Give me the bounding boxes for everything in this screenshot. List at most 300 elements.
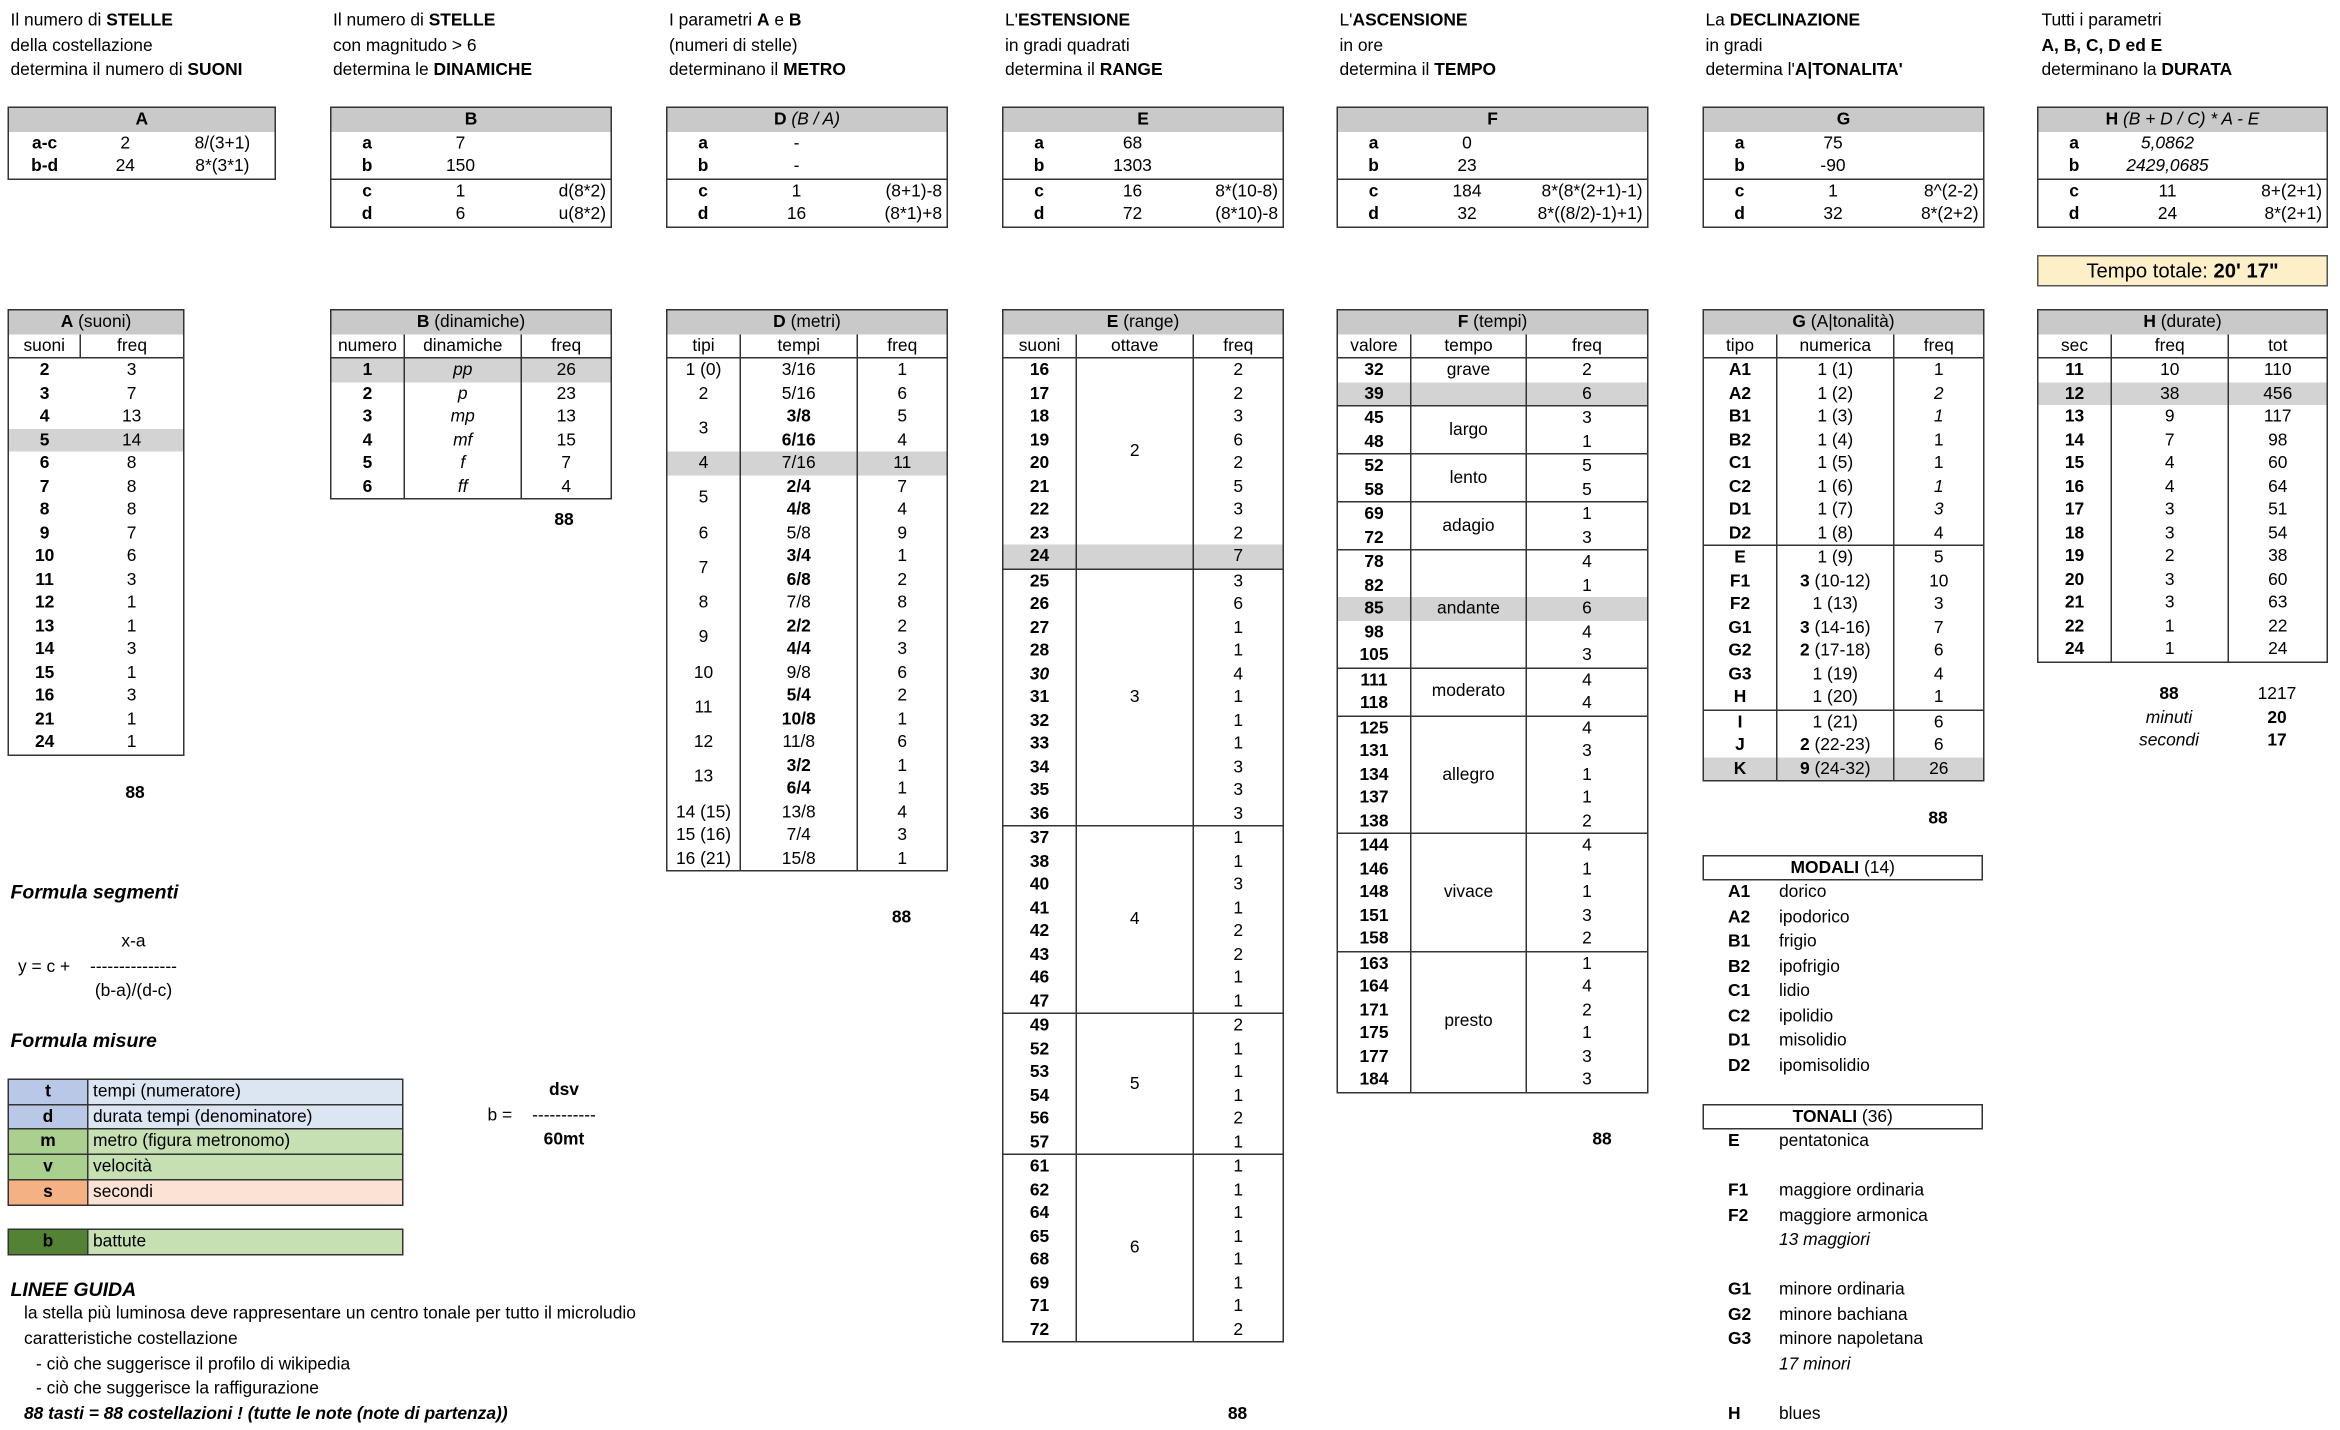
modale-code: B1 xyxy=(1728,931,1751,951)
tempi-valore: 111 xyxy=(1337,668,1411,692)
param-table-a xyxy=(8,107,277,180)
param-row xyxy=(2038,179,2328,203)
metri-tempi: 10/8 xyxy=(740,707,857,730)
range-suoni: 23 xyxy=(1029,522,1050,543)
suoni-value: 13 xyxy=(34,615,55,636)
secondi-label: secondi xyxy=(2139,730,2199,750)
tonalita-numerica: 1 (8) xyxy=(1777,521,1894,545)
tempi-freq: 2 xyxy=(1526,927,1648,951)
tonalita-num: 1 xyxy=(1817,360,1828,380)
tempi-nome: presto xyxy=(1411,951,1527,1092)
column-header-text: I parametri A e B (numeri di stelle) determinano il METRO xyxy=(669,10,846,80)
tonalita-numerica: 2 (22-23) xyxy=(1777,734,1894,757)
param-value: 24 xyxy=(2157,204,2178,224)
param-value: 7 xyxy=(455,132,466,153)
tonalita-tipo: J xyxy=(1735,735,1745,755)
modale-code: C2 xyxy=(1728,1005,1751,1026)
param-title-letter: H xyxy=(2105,109,2119,129)
range-row xyxy=(1003,545,1284,569)
metri-tempi: 2/4 xyxy=(740,475,857,498)
suoni-freq: 1 xyxy=(126,592,137,612)
suoni-freq: 1 xyxy=(126,615,137,636)
param-formula: 8^(2-2) xyxy=(1891,179,1984,203)
tempi-freq: 4 xyxy=(1526,692,1648,716)
range-suoni: 33 xyxy=(1029,733,1050,753)
tonalita-num: 2 xyxy=(1799,735,1810,755)
dinamiche-simbolo: mf xyxy=(404,428,521,451)
formula-misure-num: dsv xyxy=(549,1080,579,1100)
table-title-letter: H xyxy=(2143,312,2156,332)
tonalita-numerica: 1 (13) xyxy=(1777,593,1894,616)
metri-tempi: 11/8 xyxy=(740,731,857,754)
durate-freq: 4 xyxy=(2111,475,2228,498)
param-value: 11 xyxy=(2110,179,2226,203)
range-freq: 2 xyxy=(1193,358,1283,382)
dinamiche-numero: 1 xyxy=(331,358,405,382)
range-freq: 1 xyxy=(1193,1084,1283,1107)
tonalita-num: 1 xyxy=(1817,383,1828,403)
tempi-nome xyxy=(1411,620,1527,667)
tempi-valore: 163 xyxy=(1337,951,1411,975)
linee-guida-line-3: - ciò che suggerisce il profilo di wikipedia xyxy=(36,1354,351,1374)
durate-sec: 16 xyxy=(2064,476,2085,496)
param-key: a-c xyxy=(32,132,58,153)
param-row xyxy=(331,179,612,203)
tonalita-row xyxy=(1703,734,1984,757)
metri-freq: 11 xyxy=(857,452,947,475)
tempi-valore: 85 xyxy=(1337,597,1411,620)
param-row xyxy=(1003,203,1284,227)
durate-freq: 3 xyxy=(2111,568,2228,591)
param-row xyxy=(1337,179,1648,203)
table-title-row xyxy=(1703,310,1984,334)
tempi-valore: 148 xyxy=(1359,882,1389,902)
range-freq: 1 xyxy=(1193,966,1283,989)
table-title-letter: B xyxy=(416,312,430,332)
tonalita-freq: 7 xyxy=(1894,616,1984,639)
tempi-valore: 98 xyxy=(1364,621,1384,642)
range-freq: 1 xyxy=(1193,639,1283,662)
dinamiche-row xyxy=(331,382,612,405)
param-value: 32 xyxy=(1457,204,1477,224)
table-title xyxy=(1337,310,1648,334)
legend-row-m xyxy=(8,1128,404,1154)
tempi-freq: 4 xyxy=(1526,550,1648,574)
param-formula: (8*1)+8 xyxy=(884,204,943,224)
tonalita-row xyxy=(1703,710,1984,734)
suoni-row xyxy=(8,475,184,498)
formula-misure-title: Formula misure xyxy=(10,1029,157,1052)
metri-tempi: 6/4 xyxy=(740,777,857,800)
linee-guida-last: 88 tasti = 88 costellazioni ! (tutte le note (note di partenza)) xyxy=(24,1404,508,1424)
suoni-freq: 3 xyxy=(126,685,137,705)
linee-guida-title: LINEE GUIDA xyxy=(10,1278,137,1301)
suoni-row xyxy=(8,731,184,755)
suoni-value: 5 xyxy=(8,428,80,451)
table-tempi xyxy=(1337,309,1649,1093)
metri-tempi: 2/2 xyxy=(740,614,857,637)
tonale-name: minore napoletana xyxy=(1779,1329,1924,1349)
param-formula xyxy=(854,131,947,154)
suoni-row xyxy=(8,452,184,475)
metri-tipo: 10 xyxy=(693,662,714,682)
param-row xyxy=(667,203,948,227)
tonalita-row xyxy=(1703,686,1984,710)
tonalita-num: 1 xyxy=(1812,711,1823,732)
table-title-letter: D xyxy=(773,312,786,332)
tonalita-row xyxy=(1703,662,1984,685)
metri-freq: 6 xyxy=(857,661,947,684)
param-row xyxy=(1337,203,1648,227)
modali-header: MODALI (14) xyxy=(1703,855,1984,881)
tempi-freq: 1 xyxy=(1526,763,1648,786)
tempi-valore: 39 xyxy=(1337,382,1411,406)
metri-tipo: 11 xyxy=(694,697,713,717)
range-freq: 1 xyxy=(1193,1178,1283,1201)
tonalita-num: 1 xyxy=(1817,499,1828,519)
dinamiche-numero: 4 xyxy=(362,429,373,450)
param-title xyxy=(1337,107,1648,131)
tempi-valore: 58 xyxy=(1364,479,1384,499)
range-suoni: 21 xyxy=(1029,476,1050,496)
durate-sec: 24 xyxy=(2064,639,2085,659)
metri-tipo: 7 xyxy=(698,557,709,578)
metri-row xyxy=(667,824,948,847)
range-suoni: 68 xyxy=(1029,1249,1050,1269)
range-suoni: 46 xyxy=(1029,967,1050,987)
metri-freq: 1 xyxy=(857,754,947,777)
legend-desc: velocità xyxy=(88,1154,403,1179)
tonalita-numerica: 1 (2) xyxy=(1777,382,1894,405)
metri-tipo: 4 xyxy=(667,452,741,475)
tempi-valore: 134 xyxy=(1359,764,1389,784)
param-value: 23 xyxy=(1457,156,1477,176)
durate-freq: 1 xyxy=(2111,614,2228,637)
tempi-nome xyxy=(1411,382,1527,406)
param-value: 1 xyxy=(1775,179,1891,203)
param-value: 24 xyxy=(115,156,135,176)
metri-tipo: 2 xyxy=(698,383,709,403)
metri-tipo: 15 (16) xyxy=(675,825,732,845)
legend-desc: secondi xyxy=(88,1180,403,1205)
param-formula: (8+1)-8 xyxy=(854,179,947,203)
tonalita-freq: 1 xyxy=(1894,452,1984,475)
modale-code: D1 xyxy=(1728,1030,1751,1050)
suoni-freq: 6 xyxy=(126,546,137,566)
tempi-freq: 3 xyxy=(1526,1068,1648,1092)
table-title xyxy=(331,310,612,334)
tonale-name: minore bachiana xyxy=(1779,1305,1908,1325)
table-title-sub: (tempi) xyxy=(1468,312,1528,332)
column-header-text: La DECLINAZIONE in gradi determina l'A|TONALITA' xyxy=(1705,10,1903,80)
metri-tempi: 7/4 xyxy=(740,824,857,847)
tonalita-freq: 4 xyxy=(1894,662,1984,685)
tempi-freq: 2 xyxy=(1526,358,1648,382)
param-formula xyxy=(2225,155,2327,179)
suoni-total: 88 xyxy=(125,783,145,803)
tempi-nome: moderato xyxy=(1411,668,1527,716)
tonalita-tipo: I xyxy=(1703,710,1777,734)
param-title xyxy=(1703,107,1984,131)
tempi-freq: 1 xyxy=(1526,1022,1648,1045)
formula-misure-line: ----------- xyxy=(532,1105,596,1125)
tempi-nome: lento xyxy=(1411,454,1527,502)
tempi-freq: 5 xyxy=(1526,454,1648,478)
legend-desc: durata tempi (denominatore) xyxy=(88,1105,403,1130)
param-row xyxy=(2038,155,2328,179)
range-suoni: 16 xyxy=(1029,360,1050,380)
tempi-freq: 3 xyxy=(1526,526,1648,550)
durate-row xyxy=(2038,614,2328,637)
column-header: freq xyxy=(1193,334,1283,358)
tonalita-numerica: 1 (5) xyxy=(1777,452,1894,475)
column-header: dinamiche xyxy=(404,334,521,358)
column-header: freq xyxy=(1894,334,1984,358)
modale-code: C1 xyxy=(1728,981,1751,1001)
legend-row-t xyxy=(8,1079,404,1105)
range-total: 88 xyxy=(1227,1404,1248,1424)
table-title-row xyxy=(667,310,948,334)
param-formula xyxy=(1891,131,1984,154)
table-title xyxy=(1703,310,1984,334)
durate-tot: 24 xyxy=(2228,638,2327,662)
range-suoni: 27 xyxy=(1029,617,1050,637)
tonalita-numerica: 1 (3) xyxy=(1777,405,1894,428)
tonalita-tipo: B1 xyxy=(1728,406,1752,426)
durate-freq: 3 xyxy=(2111,521,2228,544)
tempi-valore: 32 xyxy=(1364,360,1384,380)
suoni-row xyxy=(8,638,184,661)
tonalita-row xyxy=(1703,639,1984,662)
modale-name: ipodorico xyxy=(1779,906,1850,927)
metri-tempi: 9/8 xyxy=(740,661,857,684)
tempi-nome: allegro xyxy=(1411,716,1527,834)
range-freq: 2 xyxy=(1193,920,1283,943)
metri-row xyxy=(667,475,948,498)
range-freq: 2 xyxy=(1193,1107,1283,1130)
suoni-row xyxy=(8,568,184,591)
param-formula: 8*(3*1) xyxy=(195,156,250,176)
tempi-freq: 6 xyxy=(1526,597,1648,620)
param-row xyxy=(2038,131,2328,154)
param-title-formula: (B / A) xyxy=(786,109,841,129)
param-title-letter: D xyxy=(774,109,787,129)
metri-total: 88 xyxy=(891,907,912,927)
metri-tipo: 5 xyxy=(698,487,709,508)
tempi-valore: 144 xyxy=(1337,833,1411,857)
param-value: 1 xyxy=(403,179,519,203)
param-key: b xyxy=(1033,156,1045,176)
suoni-freq: 3 xyxy=(126,360,137,380)
range-freq: 1 xyxy=(1193,896,1283,919)
column-header: tempi xyxy=(740,334,857,358)
tempi-freq: 5 xyxy=(1526,478,1648,502)
durate-freq: 38 xyxy=(2111,382,2228,405)
linee-guida-line-2: caratteristiche costellazione xyxy=(24,1329,238,1349)
suoni-value: 9 xyxy=(39,522,50,543)
tonalita-tipo: D2 xyxy=(1728,522,1752,543)
metri-tipo: 1 (0) xyxy=(685,360,722,380)
legend-desc: battute xyxy=(88,1229,403,1254)
durate-row xyxy=(2038,358,2328,382)
suoni-value: 14 xyxy=(34,639,55,659)
table-suoni xyxy=(8,309,185,755)
param-value: 6 xyxy=(455,204,466,224)
param-row xyxy=(8,155,275,179)
column-header-text: Tutti i parametri A, B, C, D ed E determinano la DURATA xyxy=(2041,10,2233,80)
tonalita-tipo: A1 xyxy=(1728,360,1752,380)
suoni-row xyxy=(8,707,184,730)
tonalita-tipo: F2 xyxy=(1729,594,1751,614)
modale-code: A1 xyxy=(1728,882,1751,902)
suoni-freq: 7 xyxy=(126,383,137,403)
tonalita-numerica: 1 (19) xyxy=(1777,662,1894,685)
legend-row-v xyxy=(8,1154,404,1180)
metri-tipo: 3 xyxy=(698,418,709,438)
param-formula: 8*((8/2)-1)+1) xyxy=(1537,204,1643,224)
param-title-letter: A xyxy=(135,109,149,129)
tonalita-tipo: G1 xyxy=(1728,617,1752,637)
tonalita-row xyxy=(1703,475,1984,498)
suoni-value: 3 xyxy=(39,383,50,403)
param-row xyxy=(1003,131,1284,154)
metri-freq: 7 xyxy=(857,475,947,498)
table-metri xyxy=(666,309,948,872)
range-suoni: 71 xyxy=(1029,1296,1050,1316)
durate-row xyxy=(2038,475,2328,498)
param-formula: u(8*2) xyxy=(558,204,606,224)
range-suoni: 53 xyxy=(1029,1062,1050,1082)
tempi-valore: 82 xyxy=(1364,575,1384,595)
range-freq: 1 xyxy=(1193,826,1283,850)
dinamiche-numero: 6 xyxy=(362,476,373,496)
durate-row xyxy=(2038,405,2328,428)
table-title-sub: (durate) xyxy=(2155,312,2222,332)
param-table-f xyxy=(1337,107,1649,228)
range-freq: 1 xyxy=(1193,616,1283,639)
durate-freq: 7 xyxy=(2111,428,2228,451)
dinamiche-numero: 3 xyxy=(362,406,373,426)
suoni-row xyxy=(8,591,184,614)
tempi-freq: 1 xyxy=(1526,502,1648,526)
tonalita-tipo: A2 xyxy=(1728,383,1752,403)
durate-tot: 110 xyxy=(2228,358,2327,382)
range-suoni: 65 xyxy=(1029,1226,1050,1246)
param-key: a xyxy=(698,132,708,153)
metri-tipo: 14 (15) xyxy=(675,801,732,822)
durate-freq: 3 xyxy=(2111,591,2228,614)
tempi-freq: 6 xyxy=(1526,382,1648,406)
param-key: b xyxy=(1734,156,1745,176)
param-title-letter: B xyxy=(464,109,478,129)
legend-key: s xyxy=(8,1180,88,1205)
table-title-letter: F xyxy=(1457,312,1469,332)
param-table-d xyxy=(666,107,948,228)
range-suoni: 62 xyxy=(1029,1179,1050,1200)
param-title-letter: F xyxy=(1487,109,1498,129)
param-formula: (8*10)-8 xyxy=(1215,204,1279,224)
tonalita-num: 1 xyxy=(1812,687,1823,707)
param-key: d xyxy=(1368,204,1379,224)
tonale-name: maggiore armonica xyxy=(1779,1206,1928,1226)
param-value: 150 xyxy=(445,156,476,176)
metri-tempi: 3/8 xyxy=(740,405,857,428)
column-header-text: Il numero di STELLE della costellazione determina il numero di SUONI xyxy=(10,10,243,80)
metri-tipo: 12 xyxy=(693,732,714,752)
durate-row xyxy=(2038,568,2328,591)
param-title xyxy=(8,107,275,131)
tonalita-row xyxy=(1703,405,1984,428)
param-key: a xyxy=(362,132,372,153)
tonalita-tipo: H xyxy=(1733,687,1747,707)
metri-freq: 4 xyxy=(857,428,947,451)
tonalita-freq: 2 xyxy=(1894,382,1984,405)
param-value: 2 xyxy=(120,132,131,153)
param-value: 68 xyxy=(1122,132,1143,153)
tempi-freq: 3 xyxy=(1526,644,1648,668)
tonalita-num: 1 xyxy=(1817,547,1828,567)
table-title xyxy=(8,310,184,334)
durate-tot: 117 xyxy=(2228,405,2327,428)
table-durate xyxy=(2037,309,2328,662)
column-header: freq xyxy=(80,334,184,358)
durate-sec: 13 xyxy=(2064,406,2085,426)
legend-row-d xyxy=(8,1104,404,1130)
range-suoni: 69 xyxy=(1029,1272,1050,1293)
param-key: c xyxy=(2038,179,2110,203)
legend-key: d xyxy=(8,1105,88,1130)
param-formula: 8*(2+1) xyxy=(2264,204,2322,224)
tempi-valore: 137 xyxy=(1359,787,1389,807)
metri-row xyxy=(667,382,948,405)
param-key: b-d xyxy=(31,156,59,176)
range-freq: 3 xyxy=(1193,779,1283,802)
metri-freq: 8 xyxy=(857,591,947,614)
metri-tempi: 15/8 xyxy=(740,847,857,871)
tonalita-freq: 26 xyxy=(1894,757,1984,781)
param-key: a xyxy=(1734,132,1745,153)
tonalita-row xyxy=(1703,545,1984,569)
tonale-code: H xyxy=(1728,1404,1741,1424)
metri-tempi: 7/8 xyxy=(740,591,857,614)
param-value: 1303 xyxy=(1113,156,1152,176)
metri-tempi: 5/4 xyxy=(740,684,857,707)
column-header: numero xyxy=(331,334,405,358)
range-freq: 3 xyxy=(1193,873,1283,896)
tempi-row xyxy=(1337,406,1648,430)
metri-row xyxy=(667,684,948,707)
suoni-row xyxy=(8,614,184,637)
tonalita-freq: 3 xyxy=(1894,593,1984,616)
range-suoni: 56 xyxy=(1029,1108,1050,1128)
param-table-h xyxy=(2037,107,2328,228)
range-freq: 1 xyxy=(1193,1225,1283,1248)
param-value: 5,0862 xyxy=(2140,132,2195,153)
range-freq: 1 xyxy=(1193,1295,1283,1318)
range-suoni: 52 xyxy=(1029,1038,1050,1059)
param-formula: 8*(10-8) xyxy=(1190,179,1283,203)
tempi-valore: 164 xyxy=(1359,976,1389,996)
tonalita-freq: 1 xyxy=(1894,428,1984,451)
tonalita-row xyxy=(1703,428,1984,451)
param-title-row xyxy=(1337,107,1648,131)
tempi-valore: 78 xyxy=(1337,550,1411,574)
legend-row xyxy=(8,1129,403,1154)
tonalita-row xyxy=(1703,452,1984,475)
suoni-freq: 1 xyxy=(126,732,137,752)
range-ottave: 4 xyxy=(1076,826,1193,1014)
tempi-freq: 4 xyxy=(1526,975,1648,998)
